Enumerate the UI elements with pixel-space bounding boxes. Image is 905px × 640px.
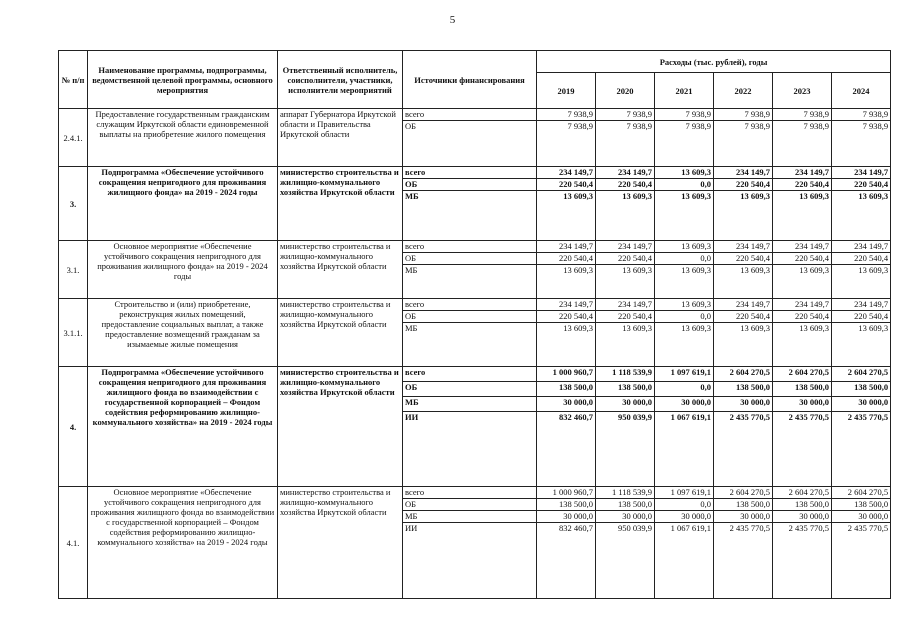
header-name: Наименование программы, подпрограммы, ведомственной целевой программы, основного мероприятия	[88, 51, 278, 109]
funding-source: ОБ	[403, 121, 537, 167]
expense-value-2024: 30 000,0	[832, 511, 891, 523]
expense-value-2019: 234 149,7	[537, 299, 596, 311]
responsible-executor: министерство строительства и жилищно-коммунального хозяйства Иркутской области	[278, 167, 403, 241]
header-expenses: Расходы (тыс. рублей), годы	[537, 51, 891, 73]
row-number: 3.1.	[59, 241, 88, 299]
expense-value-2023: 2 435 770,5	[773, 412, 832, 487]
expense-value-2019: 220 540,4	[537, 253, 596, 265]
expense-value-2019: 138 500,0	[537, 382, 596, 397]
program-name: Предоставление государственным гражданским служащим Иркутской области единовременной выплаты на приобретение жилого помещения	[88, 109, 278, 167]
expense-value-2023: 220 540,4	[773, 311, 832, 323]
expense-value-2024: 220 540,4	[832, 179, 891, 191]
funding-source: МБ	[403, 397, 537, 412]
responsible-executor: министерство строительства и жилищно-коммунального хозяйства Иркутской области	[278, 299, 403, 367]
expense-value-2024: 13 609,3	[832, 323, 891, 367]
expense-value-2023: 13 609,3	[773, 191, 832, 241]
expense-value-2023: 7 938,9	[773, 121, 832, 167]
program-name: Подпрограмма «Обеспечение устойчивого сокращения непригодного для проживания жилищного фонда» на 2019 - 2024 годы	[88, 167, 278, 241]
responsible-executor: министерство строительства и жилищно-коммунального хозяйства Иркутской области	[278, 487, 403, 599]
expense-value-2019: 832 460,7	[537, 412, 596, 487]
expense-value-2019: 220 540,4	[537, 311, 596, 323]
budget-table	[58, 50, 891, 599]
expense-value-2020: 234 149,7	[596, 167, 655, 179]
table-header	[59, 51, 891, 109]
expense-value-2022: 220 540,4	[714, 253, 773, 265]
responsible-executor: министерство строительства и жилищно-коммунального хозяйства Иркутской области	[278, 241, 403, 299]
expense-value-2024: 7 938,9	[832, 121, 891, 167]
expense-value-2024: 234 149,7	[832, 299, 891, 311]
expense-value-2019: 13 609,3	[537, 191, 596, 241]
expense-value-2019: 234 149,7	[537, 167, 596, 179]
table-row	[59, 109, 891, 121]
expense-value-2022: 2 604 270,5	[714, 487, 773, 499]
expense-value-2020: 13 609,3	[596, 191, 655, 241]
expense-value-2022: 234 149,7	[714, 167, 773, 179]
expense-value-2021: 0,0	[655, 382, 714, 397]
funding-source: всего	[403, 241, 537, 253]
funding-source: МБ	[403, 191, 537, 241]
expense-value-2023: 2 604 270,5	[773, 487, 832, 499]
expense-value-2023: 13 609,3	[773, 265, 832, 299]
funding-source: всего	[403, 167, 537, 179]
expense-value-2024: 234 149,7	[832, 241, 891, 253]
expense-value-2020: 7 938,9	[596, 121, 655, 167]
table-body	[59, 109, 891, 599]
expense-value-2024: 2 604 270,5	[832, 367, 891, 382]
expense-value-2021: 0,0	[655, 311, 714, 323]
expense-value-2020: 234 149,7	[596, 241, 655, 253]
program-name: Основное мероприятие «Обеспечение устойчивого сокращения непригодного для проживания жилищного фонда во взаимодействии с государственной корпорацией – Фондом содействия реформированию жилищно-коммунального хозяйства» на 2019 - 2024 годы	[88, 487, 278, 599]
expense-value-2020: 13 609,3	[596, 323, 655, 367]
expense-value-2019: 13 609,3	[537, 323, 596, 367]
expense-value-2021: 1 097 619,1	[655, 487, 714, 499]
expense-value-2020: 950 039,9	[596, 412, 655, 487]
expense-value-2022: 7 938,9	[714, 109, 773, 121]
expense-value-2024: 13 609,3	[832, 265, 891, 299]
expense-value-2019: 138 500,0	[537, 499, 596, 511]
row-number: 4.	[59, 367, 88, 487]
expense-value-2023: 138 500,0	[773, 499, 832, 511]
funding-source: ОБ	[403, 382, 537, 397]
header-year-2024: 2024	[832, 73, 891, 109]
expense-value-2021: 0,0	[655, 499, 714, 511]
expense-value-2023: 30 000,0	[773, 397, 832, 412]
funding-source: ИИ	[403, 523, 537, 599]
expense-value-2021: 1 067 619,1	[655, 523, 714, 599]
expense-value-2022: 13 609,3	[714, 191, 773, 241]
expense-value-2019: 1 000 960,7	[537, 487, 596, 499]
expense-value-2023: 234 149,7	[773, 299, 832, 311]
funding-source: ОБ	[403, 179, 537, 191]
expense-value-2021: 13 609,3	[655, 265, 714, 299]
program-name: Основное мероприятие «Обеспечение устойчивого сокращения непригодного для проживания жилищного фонда» на 2019 - 2024 годы	[88, 241, 278, 299]
expense-value-2022: 2 435 770,5	[714, 412, 773, 487]
expense-value-2021: 13 609,3	[655, 241, 714, 253]
row-number: 2.4.1.	[59, 109, 88, 167]
expense-value-2021: 0,0	[655, 179, 714, 191]
expense-value-2019: 220 540,4	[537, 179, 596, 191]
expense-value-2022: 138 500,0	[714, 499, 773, 511]
expense-value-2022: 220 540,4	[714, 179, 773, 191]
expense-value-2024: 7 938,9	[832, 109, 891, 121]
funding-source: МБ	[403, 323, 537, 367]
header-year-2020: 2020	[596, 73, 655, 109]
funding-source: МБ	[403, 265, 537, 299]
expense-value-2021: 13 609,3	[655, 323, 714, 367]
expense-value-2023: 30 000,0	[773, 511, 832, 523]
funding-source: ОБ	[403, 311, 537, 323]
expense-value-2024: 2 435 770,5	[832, 523, 891, 599]
header-year-2022: 2022	[714, 73, 773, 109]
expense-value-2020: 30 000,0	[596, 511, 655, 523]
expense-value-2021: 7 938,9	[655, 109, 714, 121]
responsible-executor: аппарат Губернатора Иркутской области и Правительства Иркутской области	[278, 109, 403, 167]
expense-value-2022: 234 149,7	[714, 299, 773, 311]
expense-value-2022: 220 540,4	[714, 311, 773, 323]
expense-value-2022: 2 435 770,5	[714, 523, 773, 599]
expense-value-2020: 13 609,3	[596, 265, 655, 299]
expense-value-2024: 13 609,3	[832, 191, 891, 241]
row-number: 3.	[59, 167, 88, 241]
expense-value-2021: 13 609,3	[655, 167, 714, 179]
responsible-executor: министерство строительства и жилищно-коммунального хозяйства Иркутской области	[278, 367, 403, 487]
expense-value-2024: 234 149,7	[832, 167, 891, 179]
header-responsible: Ответственный исполнитель, соисполнители, участники, исполнители мероприятий	[278, 51, 403, 109]
expense-value-2022: 30 000,0	[714, 397, 773, 412]
expense-value-2019: 30 000,0	[537, 511, 596, 523]
expense-value-2023: 234 149,7	[773, 167, 832, 179]
program-name: Строительство и (или) приобретение, реконструкция жилых помещений, предоставление социальных выплат, а также предоставление возмещений гражданам за изымаемые жилые помещения	[88, 299, 278, 367]
expense-value-2023: 7 938,9	[773, 109, 832, 121]
expense-value-2023: 138 500,0	[773, 382, 832, 397]
expense-value-2024: 220 540,4	[832, 253, 891, 265]
header-source: Источники финансирования	[403, 51, 537, 109]
expense-value-2021: 13 609,3	[655, 299, 714, 311]
expense-value-2020: 220 540,4	[596, 253, 655, 265]
page-number: 5	[449, 14, 456, 26]
expense-value-2024: 138 500,0	[832, 499, 891, 511]
expense-value-2019: 7 938,9	[537, 109, 596, 121]
expense-value-2020: 1 118 539,9	[596, 487, 655, 499]
expense-value-2020: 950 039,9	[596, 523, 655, 599]
expense-value-2023: 2 435 770,5	[773, 523, 832, 599]
expense-value-2021: 1 067 619,1	[655, 412, 714, 487]
funding-source: ИИ	[403, 412, 537, 487]
row-number: 4.1.	[59, 487, 88, 599]
header-num: № п/п	[59, 51, 88, 109]
expense-value-2023: 2 604 270,5	[773, 367, 832, 382]
header-year-2023: 2023	[773, 73, 832, 109]
table-row	[59, 487, 891, 499]
expense-value-2021: 0,0	[655, 253, 714, 265]
expense-value-2020: 234 149,7	[596, 299, 655, 311]
expense-value-2021: 7 938,9	[655, 121, 714, 167]
expense-value-2024: 2 435 770,5	[832, 412, 891, 487]
funding-source: ОБ	[403, 253, 537, 265]
expense-value-2022: 7 938,9	[714, 121, 773, 167]
table-row	[59, 299, 891, 311]
header-year-2019: 2019	[537, 73, 596, 109]
funding-source: МБ	[403, 511, 537, 523]
funding-source: всего	[403, 487, 537, 499]
expense-value-2023: 220 540,4	[773, 253, 832, 265]
expense-value-2022: 13 609,3	[714, 323, 773, 367]
expense-value-2022: 2 604 270,5	[714, 367, 773, 382]
expense-value-2020: 220 540,4	[596, 311, 655, 323]
expense-value-2024: 220 540,4	[832, 311, 891, 323]
funding-source: всего	[403, 367, 537, 382]
expense-value-2020: 138 500,0	[596, 499, 655, 511]
expense-value-2019: 1 000 960,7	[537, 367, 596, 382]
expense-value-2023: 13 609,3	[773, 323, 832, 367]
program-name: Подпрограмма «Обеспечение устойчивого сокращения непригодного для проживания жилищного фонда во взаимодействии с государственной корпорацией – Фондом содействия реформированию жилищно-коммунального хозяйства» на 2019 - 2024 годы	[88, 367, 278, 487]
expense-value-2024: 30 000,0	[832, 397, 891, 412]
funding-source: всего	[403, 299, 537, 311]
expense-value-2019: 30 000,0	[537, 397, 596, 412]
expense-value-2019: 7 938,9	[537, 121, 596, 167]
expense-value-2024: 138 500,0	[832, 382, 891, 397]
expense-value-2022: 234 149,7	[714, 241, 773, 253]
expense-value-2020: 7 938,9	[596, 109, 655, 121]
table-row	[59, 367, 891, 382]
expense-value-2023: 220 540,4	[773, 179, 832, 191]
expense-value-2021: 30 000,0	[655, 511, 714, 523]
budget-table-wrapper	[58, 50, 890, 599]
expense-value-2021: 30 000,0	[655, 397, 714, 412]
expense-value-2020: 1 118 539,9	[596, 367, 655, 382]
expense-value-2020: 138 500,0	[596, 382, 655, 397]
header-year-2021: 2021	[655, 73, 714, 109]
expense-value-2021: 13 609,3	[655, 191, 714, 241]
row-number: 3.1.1.	[59, 299, 88, 367]
expense-value-2021: 1 097 619,1	[655, 367, 714, 382]
expense-value-2022: 30 000,0	[714, 511, 773, 523]
expense-value-2020: 220 540,4	[596, 179, 655, 191]
table-row	[59, 241, 891, 253]
expense-value-2019: 13 609,3	[537, 265, 596, 299]
expense-value-2019: 234 149,7	[537, 241, 596, 253]
expense-value-2023: 234 149,7	[773, 241, 832, 253]
expense-value-2024: 2 604 270,5	[832, 487, 891, 499]
funding-source: всего	[403, 109, 537, 121]
expense-value-2019: 832 460,7	[537, 523, 596, 599]
expense-value-2022: 138 500,0	[714, 382, 773, 397]
table-row	[59, 167, 891, 179]
funding-source: ОБ	[403, 499, 537, 511]
expense-value-2022: 13 609,3	[714, 265, 773, 299]
expense-value-2020: 30 000,0	[596, 397, 655, 412]
